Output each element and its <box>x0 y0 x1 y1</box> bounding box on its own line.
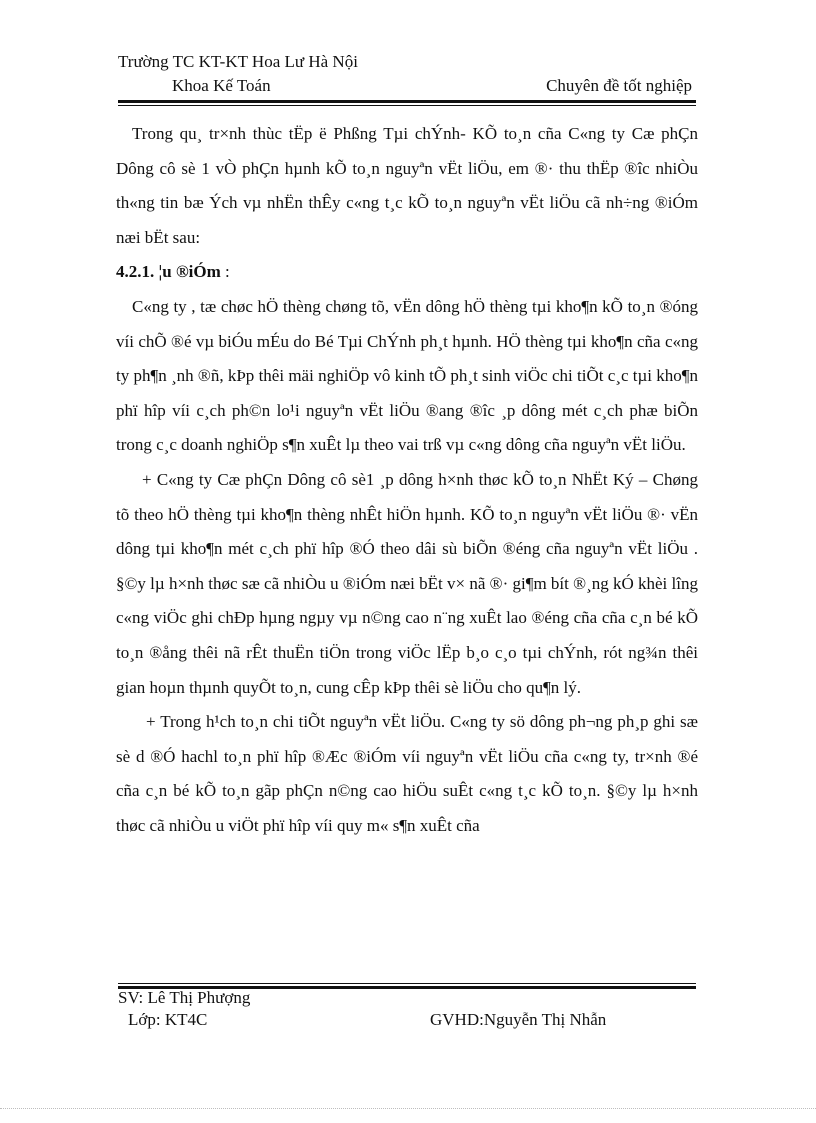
paragraph-detailed-accounting: + Trong h¹ch to¸n chi tiÕt nguyªn vËt liÖu. C«ng ty sö dông ph¬ng ph¸p ghi sæ sè d ®Ó hachl to¸n phï hîp ®Æc ®iÓm víi nguyªn vËt liÖu cña c«ng ty, tr×nh ®é cña c¸n bé kÕ to¸n gãp phÇn n©ng cao hiÖu suÊt c«ng t¸c kÕ to¸n. §©y lµ h×nh thøc cã nhiÒu u viÖt phï hîp víi quy m« s¶n xuÊt cña <box>116 712 698 835</box>
class-name: Lớp: KT4C <box>128 1010 208 1029</box>
page-bottom-dotted-line <box>0 1108 816 1109</box>
paragraph-intro: Trong qu¸ tr×nh thùc tËp ë Phßng Tµi chÝnh- KÕ to¸n cña C«ng ty Cæ phÇn Dông cô sè 1 vÒ phÇn hµnh kÕ to¸n nguyªn vËt liÖu, em ®· thu thËp ®îc nhiÒu th«ng tin bæ Ých vµ nhËn thÊy c«ng t¸c kÕ to¸n nguyªn vËt liÖu cã nh÷ng ®iÓm næi bËt sau: <box>116 124 698 247</box>
document-type: Chuyên đề tốt nghiệp <box>546 76 692 95</box>
paragraph-advantages: C«ng ty , tæ chøc hÖ thèng chøng tõ, vËn dông hÖ thèng tµi kho¶n kÕ to¸n ®óng víi chÕ ®é vµ biÓu mÉu do Bé Tµi ChÝnh ph¸t hµnh. HÖ thèng tµi kho¶n cña c«ng ty ph¶n ¸nh ®ñ, kÞp thêi mäi nghiÖp vô kinh tÕ ph¸t sinh viÖc chi tiÕt c¸c tµi kho¶n phï hîp víi c¸ch ph©n lo¹i nguyªn vËt liÖu ®ang ®îc ¸p dông mét c¸ch phæ biÕn trong c¸c doanh nghiÖp s¶n xuÊt lµ theo vai trß vµ c«ng dông cña nguyªn vËt liÖu. <box>116 296 698 455</box>
section-heading <box>116 255 698 290</box>
paragraph-accounting-form: + C«ng ty Cæ phÇn Dông cô sè1 ¸p dông h×nh thøc kÕ to¸n NhËt Ký – Chøng tõ theo hÖ thèng tµi kho¶n thèng nhÊt hiÖn hµnh. KÕ to¸n nguyªn vËt liÖu ®· vËn dông tµi kho¶n mét c¸ch phï hîp ®Ó theo dâi sù biÕn ®éng cña nguyªn vËt liÖu . §©y lµ h×nh thøc sæ cã nhiÒu u ®iÓm næi bËt v× nã ®· gi¶m bít ®¸ng kÓ khèi lîng c«ng viÖc ghi chÐp hµng ngµy vµ n©ng cao n¨ng xuÊt lao ®éng cña cña c¸n bé kÕ to¸n ®ång thêi nã rÊt thuËn tiÖn trong viÖc lËp b¸o c¸o tµi chÝnh, rót ng¾n thêi gian hoµn thµnh quyÕt to¸n, cung cÊp kÞp thêi sè liÖu cho qu¶n lý. <box>116 469 698 697</box>
header-rule-thin <box>118 105 696 106</box>
advisor-name: GVHD:Nguyễn Thị Nhẫn <box>430 1010 607 1029</box>
section-heading-text: 4.2.1. ¦u ®iÓm <box>116 262 221 282</box>
header-rule-thick <box>118 100 696 103</box>
document-body <box>116 117 698 843</box>
footer-rule-thin <box>118 983 696 984</box>
school-name: Trường TC KT-KT Hoa Lư Hà Nội <box>118 52 358 71</box>
student-name: SV: Lê Thị Phượng <box>118 988 251 1007</box>
section-heading-suffix: : <box>220 262 230 282</box>
department-name: Khoa Kế Toán <box>172 76 271 95</box>
